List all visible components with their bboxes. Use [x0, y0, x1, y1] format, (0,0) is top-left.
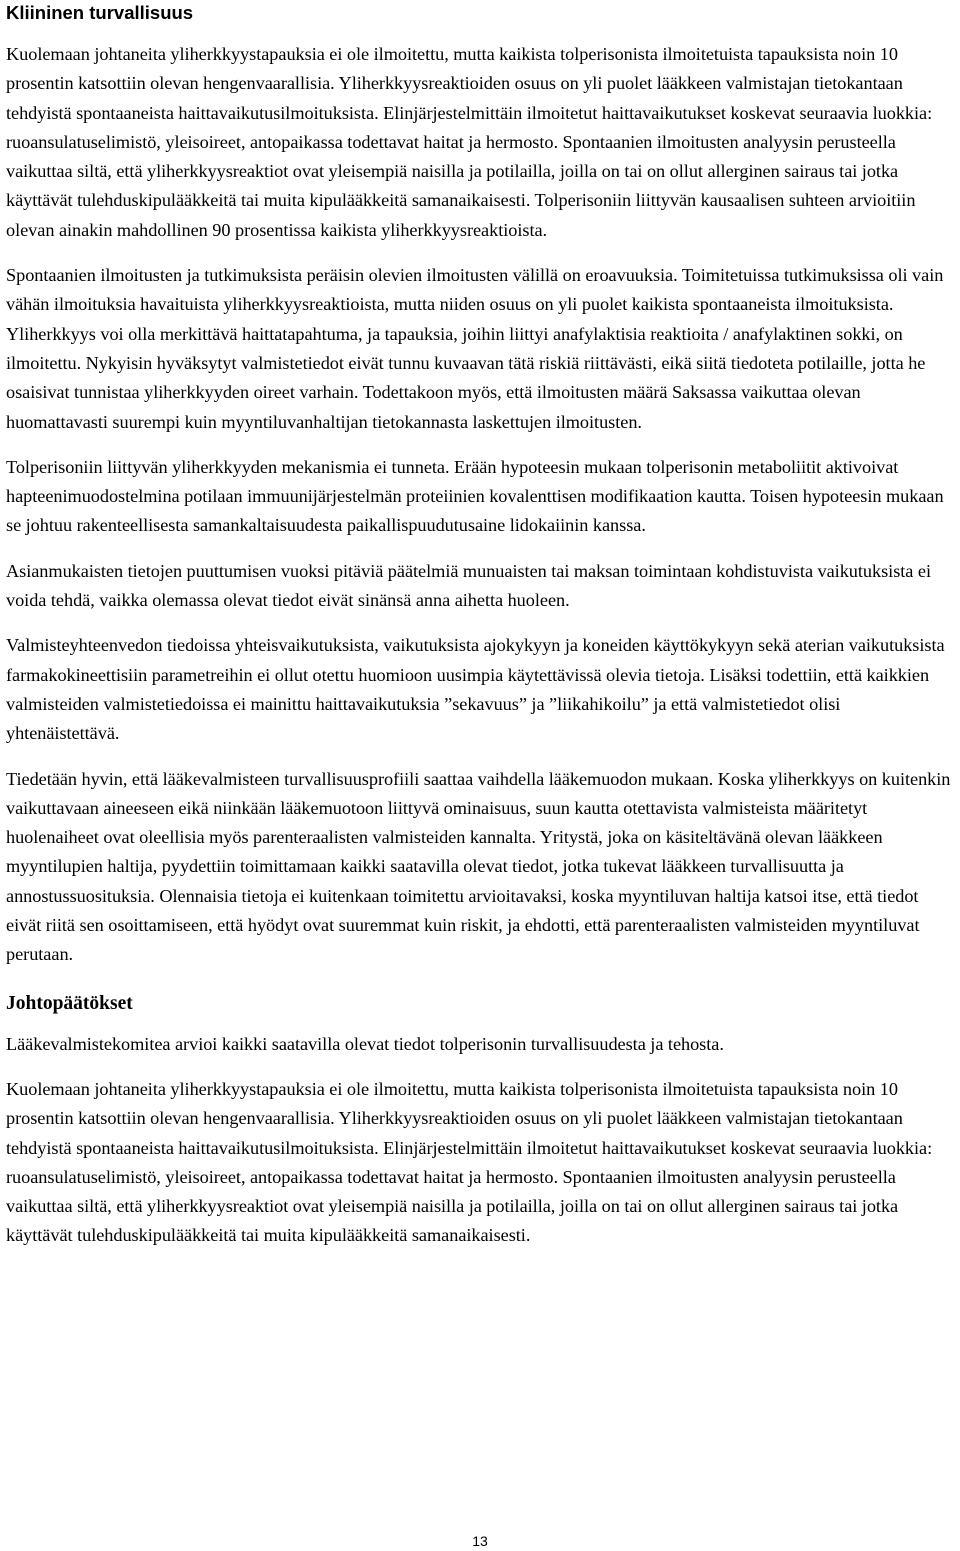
spacer: [6, 26, 956, 40]
spacer: [6, 1059, 956, 1075]
spacer: [6, 541, 956, 557]
spacer: [6, 245, 956, 261]
spacer: [6, 615, 956, 631]
paragraph-safety-5: Valmisteyhteenvedon tiedoissa yhteisvaikutuksista, vaikutuksista ajokykyyn ja koneiden käyttökykyyn sekä aterian vaikutuksista farmakokineettisiin parametreihin ei ollut otettu huomioon uusimpia käytettävissä olevia tietoja. Lisäksi todettiin, että kaikkien valmisteiden valmistetiedoissa ei mainittu haittavaikutuksia ”sekavuus” ja ”liikahikoilu” ja että valmistetiedot olisi yhtenäistettävä.: [6, 635, 945, 744]
paragraph-safety-3: Tolperisoniin liittyvän yliherkkyyden mekanismia ei tunneta. Erään hypoteesin mukaan tolperisonin metaboliitit aktivoivat hapteenimuodostelmina potilaan immuunijärjestelmän proteiinien kovalenttisen modifikaation kautta. Toisen hypoteesin mukaan se johtuu rakenteellisesta samankaltaisuudesta paikallispuudutusaine lidokaiinin kanssa.: [6, 456, 944, 536]
paragraph-safety-4: Asianmukaisten tietojen puuttumisen vuoksi pitäviä päätelmiä munuaisten tai maksan toimintaan kohdistuvista vaikutuksista ei voida tehdä, vaikka olemassa olevat tiedot eivät sinänsä anna aihetta huoleen.: [6, 560, 931, 611]
spacer: [6, 749, 956, 765]
paragraph-conclusions-1: Lääkevalmistekomitea arvioi kaikki saatavilla olevat tiedot tolperisonin turvallisuudesta ja tehosta.: [6, 1033, 724, 1054]
paragraph-safety-6: Tiedetään hyvin, että lääkevalmisteen turvallisuusprofiili saattaa vaihdella lääkemuodon mukaan. Koska yliherkkyys on kuitenkin vaikuttavaan aineeseen eikä niinkään lääkemuotoon liittyvä ominaisuus, suun kautta otettavista valmisteista määritetyt huolenaiheet ovat oleellisia myös parenteraalisten valmisteiden kannalta. Yritystä, joka on käsiteltävänä olevan lääkkeen myyntilupien haltija, pyydettiin toimittamaan kaikki saatavilla olevat tiedot, jotka tukevat lääkkeen turvallisuutta ja annostussuosituksia. Olennaisia tietoja ei kuitenkaan toimitettu arvioitavaksi, koska myyntiluvan haltija katsoi itse, että tiedot eivät riitä sen osoittamiseen, että hyödyt ovat suuremmat kuin riskit, ja ehdotti, että parenteraalisten valmisteiden myyntiluvat perutaan.: [6, 768, 951, 965]
document-page: [6, 0, 956, 1251]
spacer: [6, 437, 956, 453]
paragraph-conclusions-2: Kuolemaan johtaneita yliherkkyystapauksia ei ole ilmoitettu, mutta kaikista tolperisonista ilmoitetuista tapauksista noin 10 prosentin katsottiin olevan hengenvaarallisia. Yliherkkyysreaktioiden osuus on yli puolet lääkkeen valmistajan tietokantaan tehdyistä spontaaneista haittavaikutusilmoituksista. Elinjärjestelmittäin ilmoitetut haittavaikutukset koskevat seuraavia luokkia: ruoansulatuselimistö, yleisoireet, antopaikassa todettavat haitat ja hermosto. Spontaanien ilmoitusten analyysin perusteella vaikuttaa siltä, että yliherkkyysreaktiot ovat yleisempiä naisilla ja potilailla, joilla on tai on ollut allerginen sairaus tai jotka käyttävät tulehduskipulääkkeitä tai muita kipulääkkeitä samanaikaisesti.: [6, 1078, 933, 1246]
spacer: [6, 1016, 956, 1030]
page-number: 13: [472, 1533, 488, 1549]
heading-conclusions: Johtopäätökset: [6, 992, 133, 1014]
heading-clinical-safety: Kliininen turvallisuus: [6, 2, 194, 23]
paragraph-safety-2: Spontaanien ilmoitusten ja tutkimuksista peräisin olevien ilmoitusten välillä on eroavuuksia. Toimitetuissa tutkimuksissa oli vain vähän ilmoituksia havaituista yliherkkyysreaktioista, mutta niiden osuus on yli puolet kaikista spontaaneista ilmoituksista. Yliherkkyys voi olla merkittävä haittatapahtuma, ja tapauksia, joihin liittyi anafylaktisia reaktioita / anafylaktinen sokki, on ilmoitettu. Nykyisin hyväksytyt valmistetiedot eivät tunnu kuvaavan tätä riskiä riittävästi, eikä siitä tiedoteta potilaille, jotta he osaisivat tunnistaa yliherkkyyden oireet varhain. Todettakoon myös, että ilmoitusten määrä Saksassa vaikuttaa olevan huomattavasti suurempi kuin myyntiluvanhaltijan tietokannasta laskettujen ilmoitusten.: [6, 265, 944, 432]
paragraph-safety-1: Kuolemaan johtaneita yliherkkyystapauksia ei ole ilmoitettu, mutta kaikista tolperisonista ilmoitetuista tapauksista noin 10 prosentin katsottiin olevan hengenvaarallisia. Yliherkkyysreaktioiden osuus on yli puolet lääkkeen valmistajan tietokantaan tehdyistä spontaaneista haittavaikutusilmoituksista. Elinjärjestelmittäin ilmoitetut haittavaikutukset koskevat seuraavia luokkia: ruoansulatuselimistö, yleisoireet, antopaikassa todettavat haitat ja hermosto. Spontaanien ilmoitusten analyysin perusteella vaikuttaa siltä, että yliherkkyysreaktiot ovat yleisempiä naisilla ja potilailla, joilla on tai on ollut allerginen sairaus tai jotka käyttävät tulehduskipulääkkeitä tai muita kipulääkkeitä samanaikaisesti. Tolperisoniin liittyvän kausaalisen suhteen arvioitiin olevan ainakin mahdollinen 90 prosentissa kaikista yliherkkyysreaktioista.: [6, 44, 933, 240]
